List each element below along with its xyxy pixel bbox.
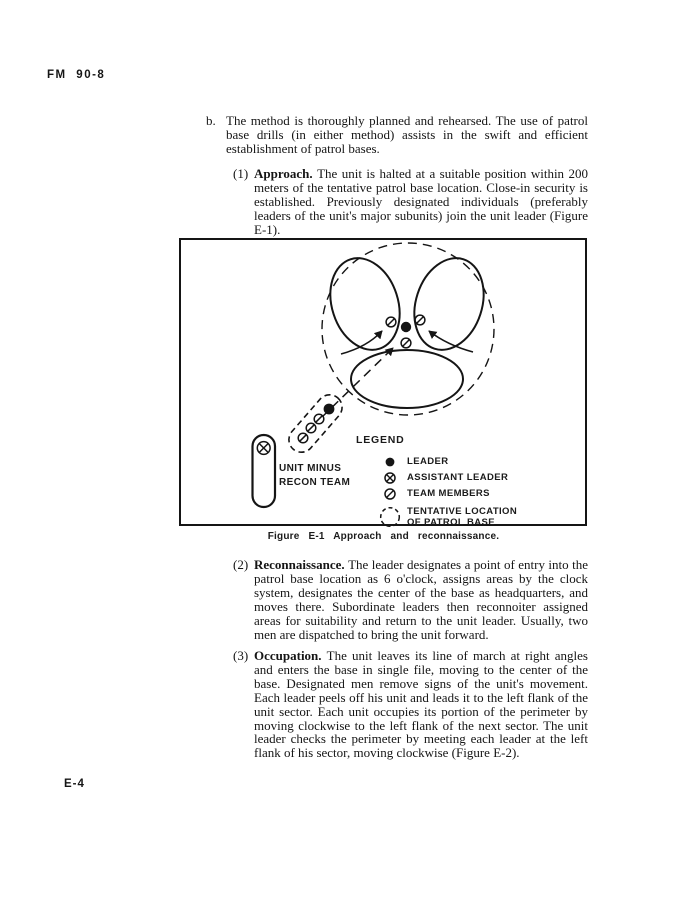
legend-label-leader: LEADER bbox=[407, 455, 449, 467]
legend-row-team-members bbox=[377, 486, 517, 501]
legend-row-tentative-location bbox=[377, 501, 517, 533]
legend-label-team-members: TEAM MEMBERS bbox=[407, 487, 490, 499]
figure-e1 bbox=[179, 238, 587, 526]
legend-label-assistant-leader: ASSISTANT LEADER bbox=[407, 472, 509, 484]
item-2-number: (2) bbox=[233, 557, 249, 572]
legend-label-tentative-location bbox=[407, 506, 517, 529]
assistant-leader-marker bbox=[257, 442, 270, 455]
item-2-title: Reconnaissance. bbox=[254, 557, 349, 572]
tentative-location-line1: TENTATIVE LOCATION bbox=[407, 505, 518, 517]
paragraph-b-text: The method is thoroughly planned and rehearsed. The use of patrol base drills (in either method) assists in the swift and efficient establishment of patrol bases. bbox=[226, 113, 588, 156]
legend-title: LEGEND bbox=[356, 434, 405, 446]
tentative-location-line2: OF PATROL BASE bbox=[407, 517, 495, 528]
list-item-occupation bbox=[206, 649, 588, 760]
legend bbox=[377, 453, 517, 533]
unit-minus-recon-group bbox=[253, 435, 276, 507]
list-item-approach bbox=[206, 167, 588, 237]
leader-dot-icon bbox=[377, 455, 402, 469]
sector-lobe-bottom bbox=[351, 350, 463, 408]
item-2-text: The leader designates a point of entry into the patrol base location as 6 o'clock, assigns areas by the clock system, designates the center of the base as headquarters, and moves there. Subordinate leaders then reconnoiter assigned areas for suitability and return to the unit leader. Usually, two men are dispatched to bring the unit forward. bbox=[254, 557, 588, 642]
legend-row-leader bbox=[377, 453, 517, 470]
doc-code: FM 90-8 bbox=[47, 69, 106, 81]
unit-minus-recon-label bbox=[279, 462, 350, 490]
figure-caption: Figure E-1 Approach and reconnaissance. bbox=[267, 531, 500, 542]
hub-markers bbox=[386, 315, 425, 348]
paragraph-b-label: b. bbox=[206, 113, 216, 128]
item-3-text: The unit leaves its line of march at right angles and enters the base in single file, moving to the center of the base. Designated men remove signs of the unit's movement. Each leader peels off his unit and leads it to the left flank of the unit sector. Each unit occupies its portion of the perimeter by moving clockwise to the left flank of the next sector. The unit leader checks the perimeter by meeting each leader at the left flank of his sector, moving clockwise (Figure E-2). bbox=[254, 648, 588, 761]
unit-label-line1: UNIT MINUS bbox=[279, 463, 342, 474]
circle-x-icon bbox=[377, 471, 402, 485]
team-member-marker bbox=[298, 414, 324, 443]
recon-team-capsule bbox=[284, 390, 347, 458]
item-3-number: (3) bbox=[233, 648, 249, 663]
leader-marker bbox=[401, 322, 411, 332]
item-1-number: (1) bbox=[233, 166, 249, 181]
item-3-title: Occupation. bbox=[254, 648, 327, 663]
page-number: E-4 bbox=[64, 778, 85, 790]
recon-team-group bbox=[284, 390, 347, 458]
unit-label-line2: RECON TEAM bbox=[279, 477, 351, 488]
leader-marker bbox=[324, 404, 335, 415]
dashed-circle-icon bbox=[377, 505, 402, 529]
sector-lobe-left bbox=[319, 249, 411, 359]
item-1-text: The unit is halted at a suitable position within 200 meters of the tentative patrol base location. Close-in security is established. Previously designated individuals (preferably leaders of the unit's major subunits) join the unit leader (Figure E-1). bbox=[254, 166, 588, 237]
item-1-title: Approach. bbox=[254, 166, 318, 181]
paragraph-b bbox=[206, 114, 588, 156]
list-item-reconnaissance bbox=[206, 558, 588, 641]
legend-row-assistant-leader bbox=[377, 470, 517, 486]
circle-slash-icon bbox=[377, 487, 402, 501]
